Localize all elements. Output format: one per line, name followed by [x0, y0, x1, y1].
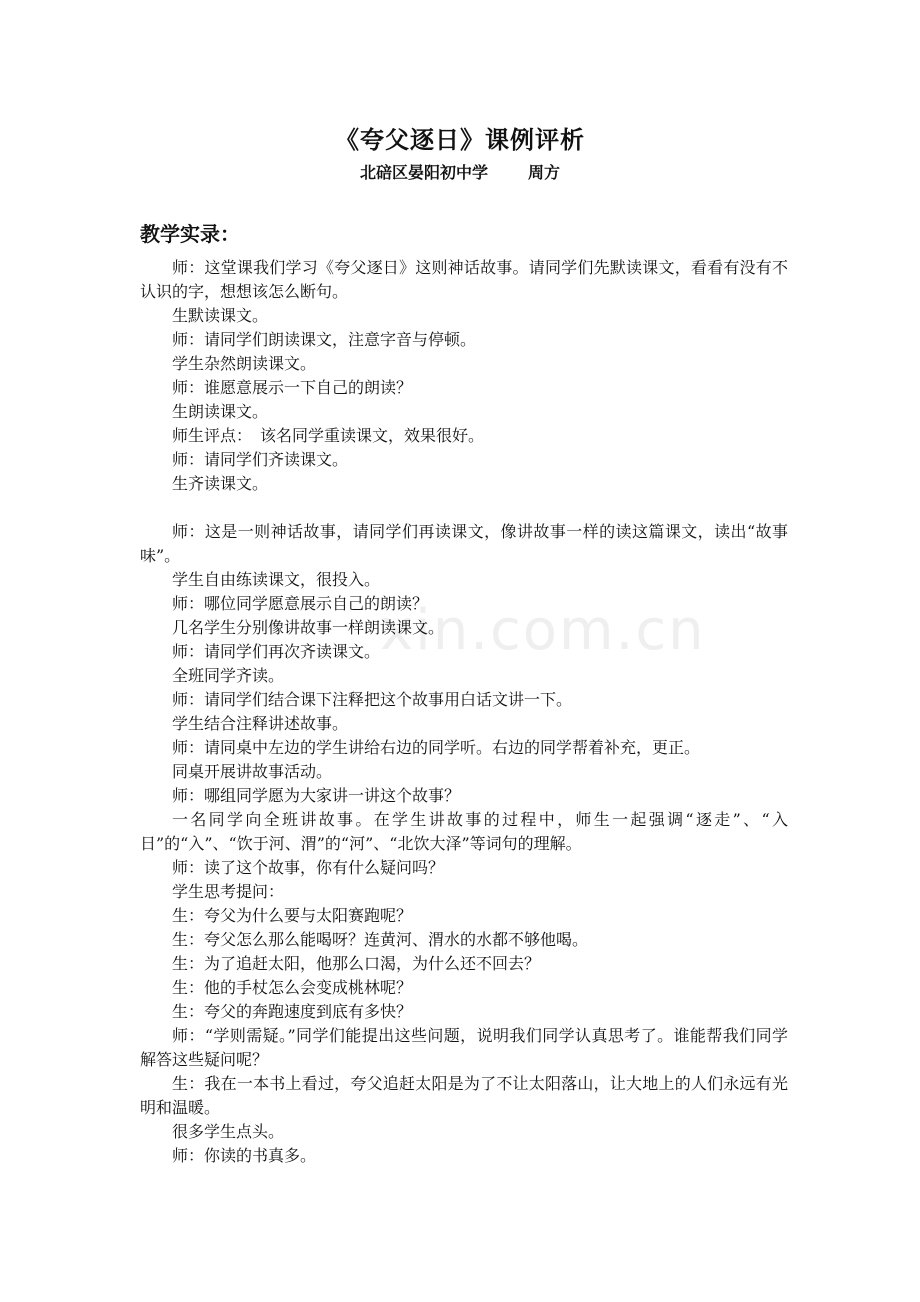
transcript-paragraph: 生齐读课文。 [172, 474, 269, 493]
transcript-paragraph: 师：请同学们齐读课文。 [172, 450, 349, 469]
transcript-paragraph: 师：请同学们再次齐读课文。 [172, 642, 381, 661]
transcript-paragraph: 师：这是一则神话故事，请同学们再读课文，像讲故事一样的读这篇课文，读出“故事味”。 [140, 522, 788, 565]
author-name: 周方 [528, 163, 561, 182]
transcript-paragraph: 师：这堂课我们学习《夸父逐日》这则神话故事。请同学们先默读课文，看看有没有不认识的字，想想该怎么断句。 [140, 258, 788, 301]
transcript-paragraph: 生：夸父为什么要与太阳赛跑呢？ [172, 906, 413, 925]
transcript-paragraph: 师生评点： 该名同学重读课文，效果很好。 [172, 426, 485, 445]
transcript-paragraph: 师：请同学们结合课下注释把这个故事用白话文讲一下。 [172, 690, 573, 709]
transcript-paragraph: 生：夸父的奔跑速度到底有多快？ [172, 1002, 413, 1021]
transcript-paragraph: 几名学生分别像讲故事一样朗读课文。 [172, 618, 445, 637]
watermark: xin.com.cn [380, 598, 706, 663]
transcript-paragraph: 很多学生点头。 [172, 1122, 285, 1141]
transcript-paragraph: 生：为了追赶太阳，他那么口渴，为什么还不回去？ [172, 954, 541, 973]
transcript-paragraph: 师：请同学们朗读课文，注意字音与停顿。 [172, 330, 477, 349]
transcript-paragraph: 生朗读课文。 [172, 402, 269, 421]
transcript-paragraph: 生默读课文。 [172, 306, 269, 325]
transcript-paragraph: 生：我在一本书上看过，夸父追赶太阳是为了不让太阳落山，让大地上的人们永远有光明和温暖。 [140, 1074, 788, 1117]
author-line [0, 160, 920, 183]
transcript-paragraph: 师：“学则需疑。”同学们能提出这些问题，说明我们同学认真思考了。谁能帮我们同学解答这些疑问呢？ [140, 1026, 788, 1069]
transcript-paragraph: 全班同学齐读。 [172, 666, 285, 685]
transcript-paragraph: 学生自由练读课文，很投入。 [172, 570, 381, 589]
transcript-paragraph: 学生结合注释讲述故事。 [172, 714, 349, 733]
transcript-body [140, 256, 788, 1168]
transcript-paragraph: 学生思考提问： [172, 882, 285, 901]
transcript-paragraph: 生：夸父怎么那么能喝呀？连黄河、渭水的水都不够他喝。 [172, 930, 589, 949]
transcript-paragraph: 师：哪组同学愿为大家讲一讲这个故事？ [172, 786, 461, 805]
transcript-paragraph: 学生杂然朗读课文。 [172, 354, 317, 373]
page-title: 《夸父逐日》课例评析 [335, 125, 585, 154]
transcript-paragraph: 师：哪位同学愿意展示自己的朗读？ [172, 594, 429, 613]
transcript-paragraph: 师：读了这个故事，你有什么疑问吗？ [172, 858, 445, 877]
transcript-paragraph: 师：请同桌中左边的学生讲给右边的同学听。右边的同学帮着补充，更正。 [172, 738, 701, 757]
school-name: 北碚区晏阳初中学 [359, 163, 488, 182]
transcript-paragraph: 同桌开展讲故事活动。 [172, 762, 333, 781]
transcript-paragraph: 生：他的手杖怎么会变成桃林呢？ [172, 978, 413, 997]
transcript-paragraph: 一名同学向全班讲故事。在学生讲故事的过程中，师生一起强调“逐走”、“入日”的“入”、“饮于河、渭”的“河”、“北饮大泽”等词句的理解。 [140, 810, 788, 853]
paragraph-spacer [140, 496, 788, 520]
transcript-paragraph: 师：你读的书真多。 [172, 1146, 317, 1165]
section-heading: 教学实录： [140, 222, 240, 246]
transcript-paragraph: 师：谁愿意展示一下自己的朗读？ [172, 378, 413, 397]
